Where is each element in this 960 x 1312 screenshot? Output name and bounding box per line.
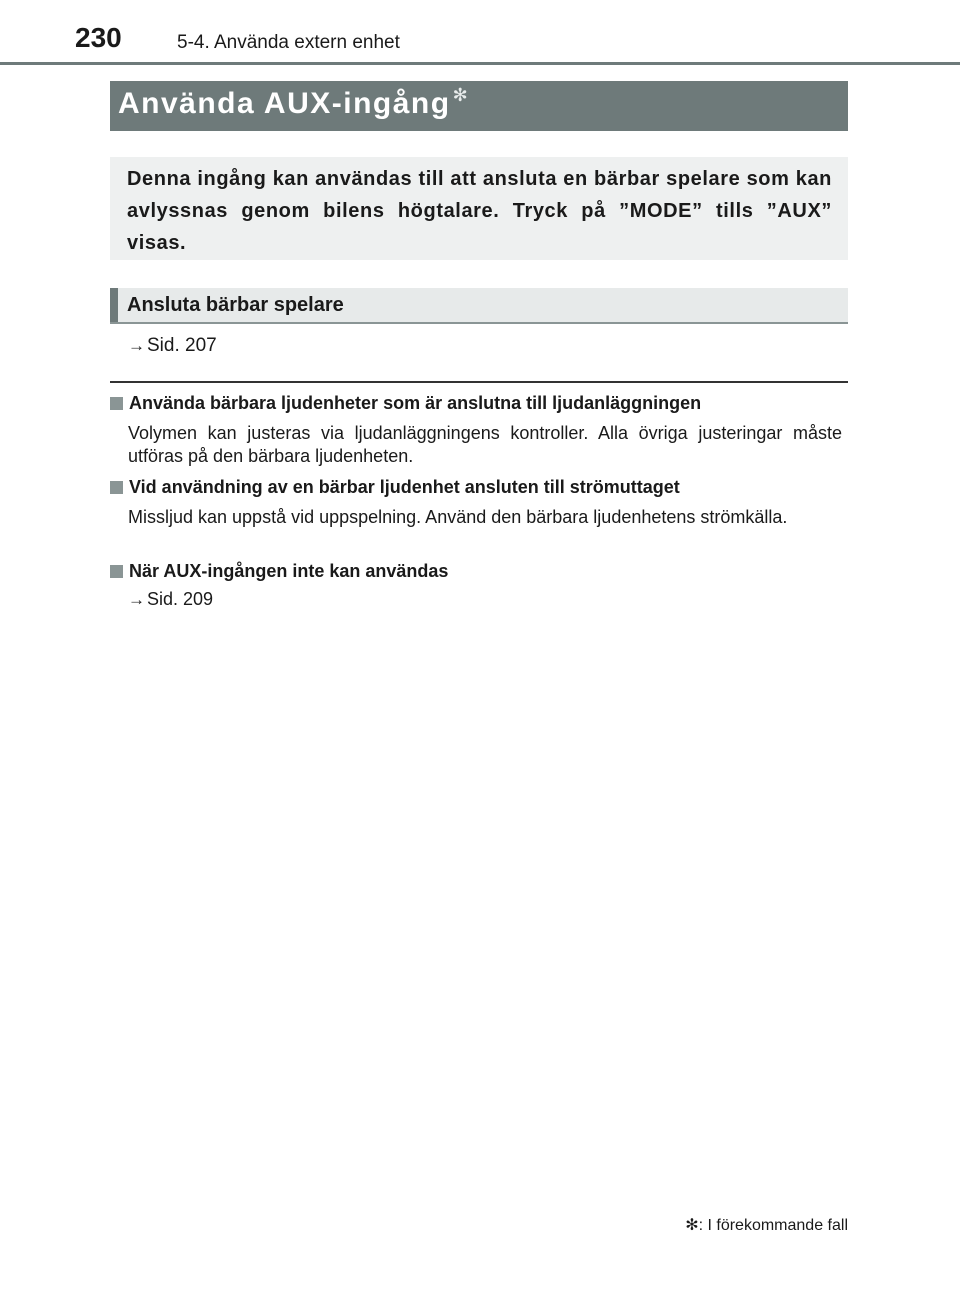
arrow-right-icon: →	[128, 336, 145, 355]
section-title-bar	[110, 81, 848, 131]
page-reference-link[interactable]	[128, 335, 217, 357]
section-divider	[110, 381, 848, 383]
note-heading	[110, 561, 448, 582]
note-body: Missljud kan uppstå vid uppspelning. Använd den bärbara ljudenhetens strömkälla.	[128, 507, 788, 527]
square-bullet-icon	[110, 565, 123, 578]
note-heading-text: När AUX-ingången inte kan användas	[129, 561, 449, 581]
square-bullet-icon	[110, 481, 123, 494]
page-reference-link[interactable]	[128, 589, 213, 610]
page-header	[75, 22, 875, 56]
note-heading	[110, 477, 680, 498]
asterisk-icon: ✻	[452, 85, 470, 105]
note-heading-text: Använda bärbara ljudenheter som är anslutna till ljudanläggningen	[129, 393, 702, 413]
subsection-title-bar	[110, 288, 848, 324]
footnote-text: : I förekommande fall	[698, 1217, 848, 1234]
page-number: 230	[75, 22, 122, 53]
note-heading	[110, 393, 701, 414]
footnote	[685, 1215, 848, 1235]
section-title-text: Använda AUX-ingång	[118, 87, 451, 120]
section-title	[118, 87, 469, 121]
reference-text: Sid. 207	[147, 335, 217, 356]
arrow-right-icon: →	[128, 590, 145, 609]
asterisk-icon: ✻	[685, 1217, 699, 1234]
intro-box	[110, 157, 848, 260]
note-body: Volymen kan justeras via ljudanläggningens kontroller. Alla övriga justeringar måste utföras på den bärbara ljudenheten.	[128, 423, 842, 466]
subsection-accent	[110, 288, 118, 322]
intro-text: Denna ingång kan användas till att ansluta en bärbar spelare som kan avlyssnas genom bilens högtalare. Tryck på ”MODE” tills ”AUX” visas.	[127, 168, 832, 254]
chapter-title: 5-4. Använda extern enhet	[177, 32, 400, 53]
square-bullet-icon	[110, 397, 123, 410]
reference-text: Sid. 209	[147, 589, 214, 609]
header-rule	[0, 62, 960, 65]
note-heading-text: Vid användning av en bärbar ljudenhet ansluten till strömuttaget	[129, 477, 680, 497]
subsection-title: Ansluta bärbar spelare	[127, 294, 344, 316]
